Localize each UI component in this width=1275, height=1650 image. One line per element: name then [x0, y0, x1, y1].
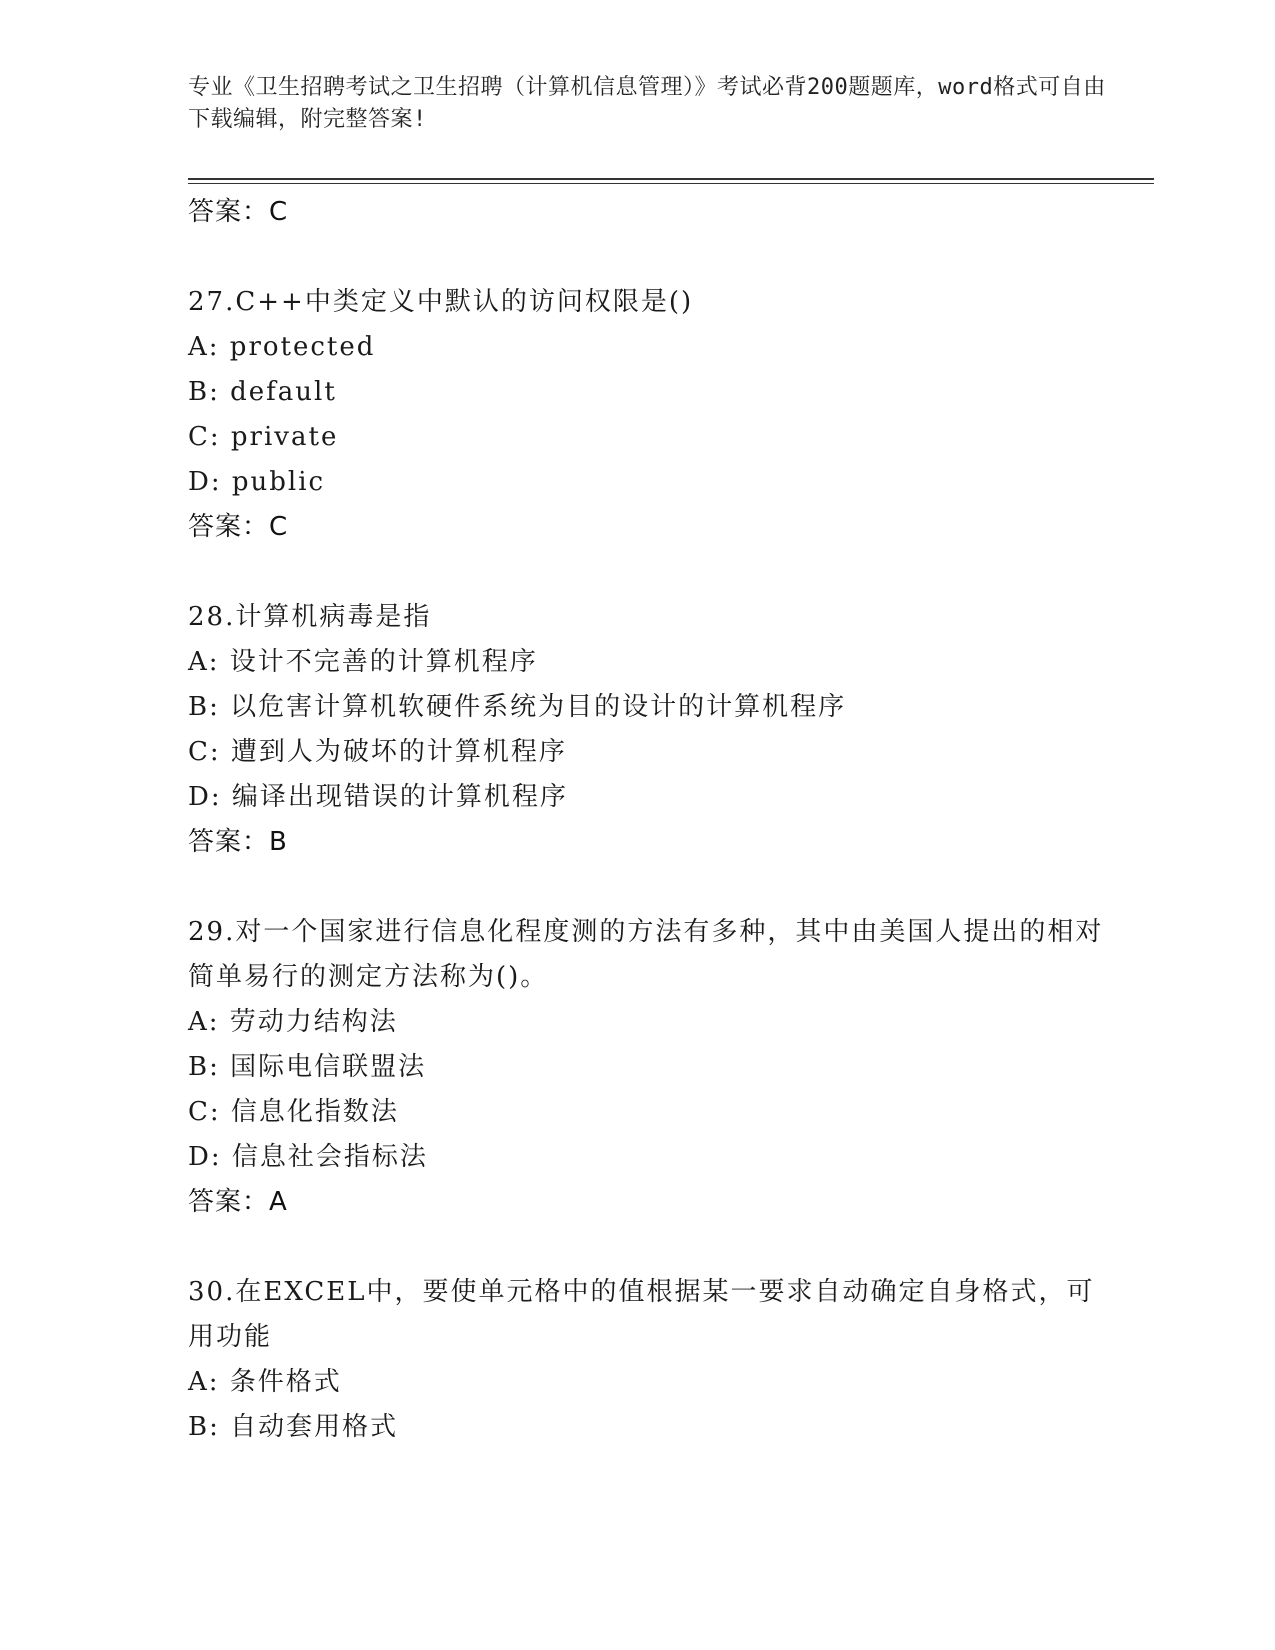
page-header: 专业《卫生招聘考试之卫生招聘（计算机信息管理）》考试必背200题题库，word格式可自由下载编辑，附完整答案!	[188, 75, 1106, 132]
question-28	[188, 595, 1108, 864]
option-d: D: 编译出现错误的计算机程序	[188, 782, 568, 812]
answer-line: 答案：C	[188, 512, 289, 542]
question-stem: 27.C++中类定义中默认的访问权限是()	[188, 287, 694, 317]
question-stem: 28.计算机病毒是指	[188, 602, 432, 632]
option-b: B: 自动套用格式	[188, 1412, 399, 1442]
answer-line: 答案：C	[188, 197, 289, 227]
answer-line: 答案：B	[188, 827, 288, 857]
option-b: B: 国际电信联盟法	[188, 1052, 427, 1082]
option-a: A: 设计不完善的计算机程序	[188, 647, 538, 677]
option-b: B: default	[188, 377, 337, 407]
option-b: B: 以危害计算机软硬件系统为目的设计的计算机程序	[188, 692, 847, 722]
option-d: D: public	[188, 467, 326, 497]
question-stem: 30.在EXCEL中，要使单元格中的值根据某一要求自动确定自身格式，可用功能	[188, 1277, 1095, 1352]
question-30	[188, 1270, 1108, 1450]
answer-line: 答案：A	[188, 1187, 288, 1217]
option-d: D: 信息社会指标法	[188, 1142, 428, 1172]
question-29	[188, 910, 1108, 1224]
option-a: A: protected	[188, 332, 376, 362]
option-c: C: private	[188, 422, 339, 452]
question-list	[188, 190, 1108, 1450]
option-a: A: 劳动力结构法	[188, 1007, 398, 1037]
question-27	[188, 280, 1108, 549]
option-c: C: 信息化指数法	[188, 1097, 399, 1127]
question-stem: 29.对一个国家进行信息化程度测的方法有多种，其中由美国人提出的相对简单易行的测定方法称为()。	[188, 917, 1104, 992]
option-a: A: 条件格式	[188, 1367, 342, 1397]
option-c: C: 遭到人为破坏的计算机程序	[188, 737, 567, 767]
header-divider	[188, 178, 1154, 184]
